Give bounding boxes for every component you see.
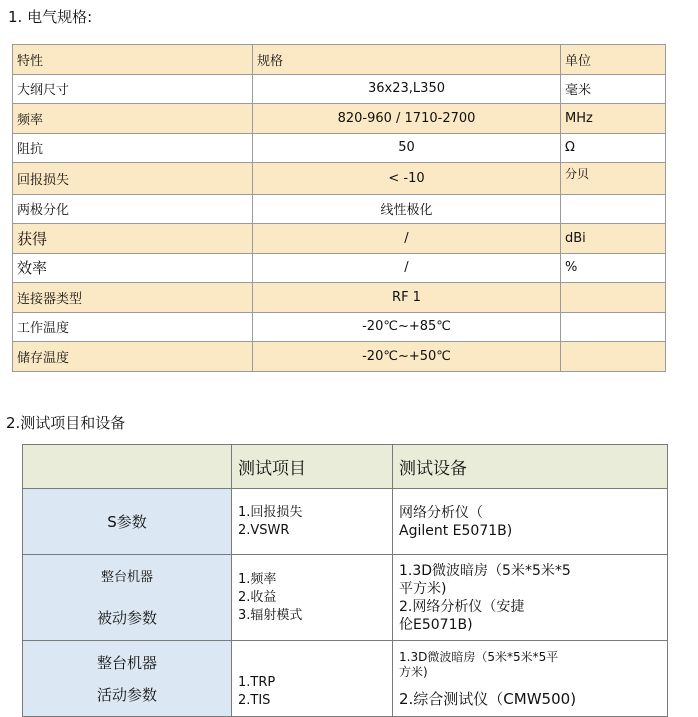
item-line: 3.辐射模式 <box>238 607 303 623</box>
header-unit: 单位 <box>561 45 666 75</box>
section1-title: 1. 电气规格: <box>8 8 93 26</box>
equipment-line: 1.3D微波暗房（5米*5米*5平 <box>399 649 559 664</box>
row-unit <box>561 342 666 372</box>
row-label: 两极分化 <box>13 194 253 224</box>
row-value: 820-960 / 1710-2700 <box>253 104 561 134</box>
table-row <box>13 104 666 134</box>
row-unit: % <box>561 253 666 283</box>
row-unit: MHz <box>561 104 666 134</box>
table-row <box>13 224 666 254</box>
table-row <box>13 194 666 224</box>
equipment-cell <box>393 555 668 641</box>
equipment-line: 1.3D微波暗房（5米*5米*5 <box>399 562 571 579</box>
row-label: 获得 <box>13 224 253 254</box>
test-items-table <box>22 444 668 717</box>
category-line: 整台机器 <box>96 653 157 672</box>
header-empty <box>23 445 232 489</box>
row-value: RF 1 <box>253 283 561 313</box>
row-unit: 分贝 <box>561 163 666 195</box>
table-row <box>13 133 666 163</box>
row-label: 工作温度 <box>13 312 253 342</box>
category-cell <box>23 489 232 555</box>
item-line: 2.VSWR <box>238 522 290 538</box>
table-row <box>13 74 666 104</box>
table-row <box>23 641 668 717</box>
category-line: 活动参数 <box>96 685 157 704</box>
item-line: 1.回报损失 <box>238 504 303 520</box>
item-line: 1.TRP <box>238 675 276 690</box>
equipment-line: 网络分析仪（ <box>399 504 483 521</box>
row-value: 36x23,L350 <box>253 74 561 104</box>
items-cell <box>232 555 393 641</box>
row-label: 效率 <box>13 253 253 283</box>
header-specification: 规格 <box>253 45 561 75</box>
item-line: 1.频率 <box>238 571 277 587</box>
category-line: S参数 <box>107 512 147 531</box>
table-row <box>13 342 666 372</box>
row-label: 储存温度 <box>13 342 253 372</box>
row-unit: Ω <box>561 133 666 163</box>
table-header-row <box>23 445 668 489</box>
row-value: / <box>253 224 561 254</box>
row-label: 大纲尺寸 <box>13 74 253 104</box>
row-value: 50 <box>253 133 561 163</box>
row-label: 连接器类型 <box>13 283 253 313</box>
category-cell <box>23 641 232 717</box>
header-characteristic: 特性 <box>13 45 253 75</box>
row-label: 回报损失 <box>13 163 253 195</box>
equipment-line: 伦E5071B) <box>399 616 473 633</box>
equipment-line: 2.网络分析仪（安捷 <box>399 598 525 615</box>
item-line: 2.收益 <box>238 589 277 605</box>
equipment-line: Agilent E5071B) <box>399 522 513 539</box>
row-value: < -10 <box>253 163 561 195</box>
table-row <box>13 253 666 283</box>
row-label: 频率 <box>13 104 253 134</box>
items-cell <box>232 489 393 555</box>
equipment-cell <box>393 489 668 555</box>
equipment-line: 方米) <box>399 664 428 679</box>
table-row <box>23 555 668 641</box>
row-label: 阻抗 <box>13 133 253 163</box>
items-cell <box>232 641 393 717</box>
row-unit <box>561 283 666 313</box>
table-row <box>13 283 666 313</box>
table-row <box>13 312 666 342</box>
row-unit <box>561 312 666 342</box>
item-line: 2.TIS <box>238 693 271 708</box>
header-test-item: 测试项目 <box>232 445 393 489</box>
row-unit: 毫米 <box>561 74 666 104</box>
table-row <box>23 489 668 555</box>
row-unit <box>561 194 666 224</box>
row-value: 线性极化 <box>253 194 561 224</box>
row-value: / <box>253 253 561 283</box>
equipment-cell <box>393 641 668 717</box>
table-row <box>13 163 666 195</box>
table-header-row <box>13 45 666 75</box>
section2-title: 2.测试项目和设备 <box>6 414 126 432</box>
row-unit: dBi <box>561 224 666 254</box>
equipment-line: 2.综合测试仪（CMW500) <box>399 689 577 708</box>
category-line: 整台机器 <box>100 569 153 585</box>
header-test-equipment: 测试设备 <box>393 445 668 489</box>
equipment-line: 平方米) <box>399 580 447 597</box>
category-line: 被动参数 <box>96 608 157 627</box>
electrical-spec-table <box>12 44 666 372</box>
row-value: -20℃~+50℃ <box>253 342 561 372</box>
row-value: -20℃~+85℃ <box>253 312 561 342</box>
category-cell <box>23 555 232 641</box>
